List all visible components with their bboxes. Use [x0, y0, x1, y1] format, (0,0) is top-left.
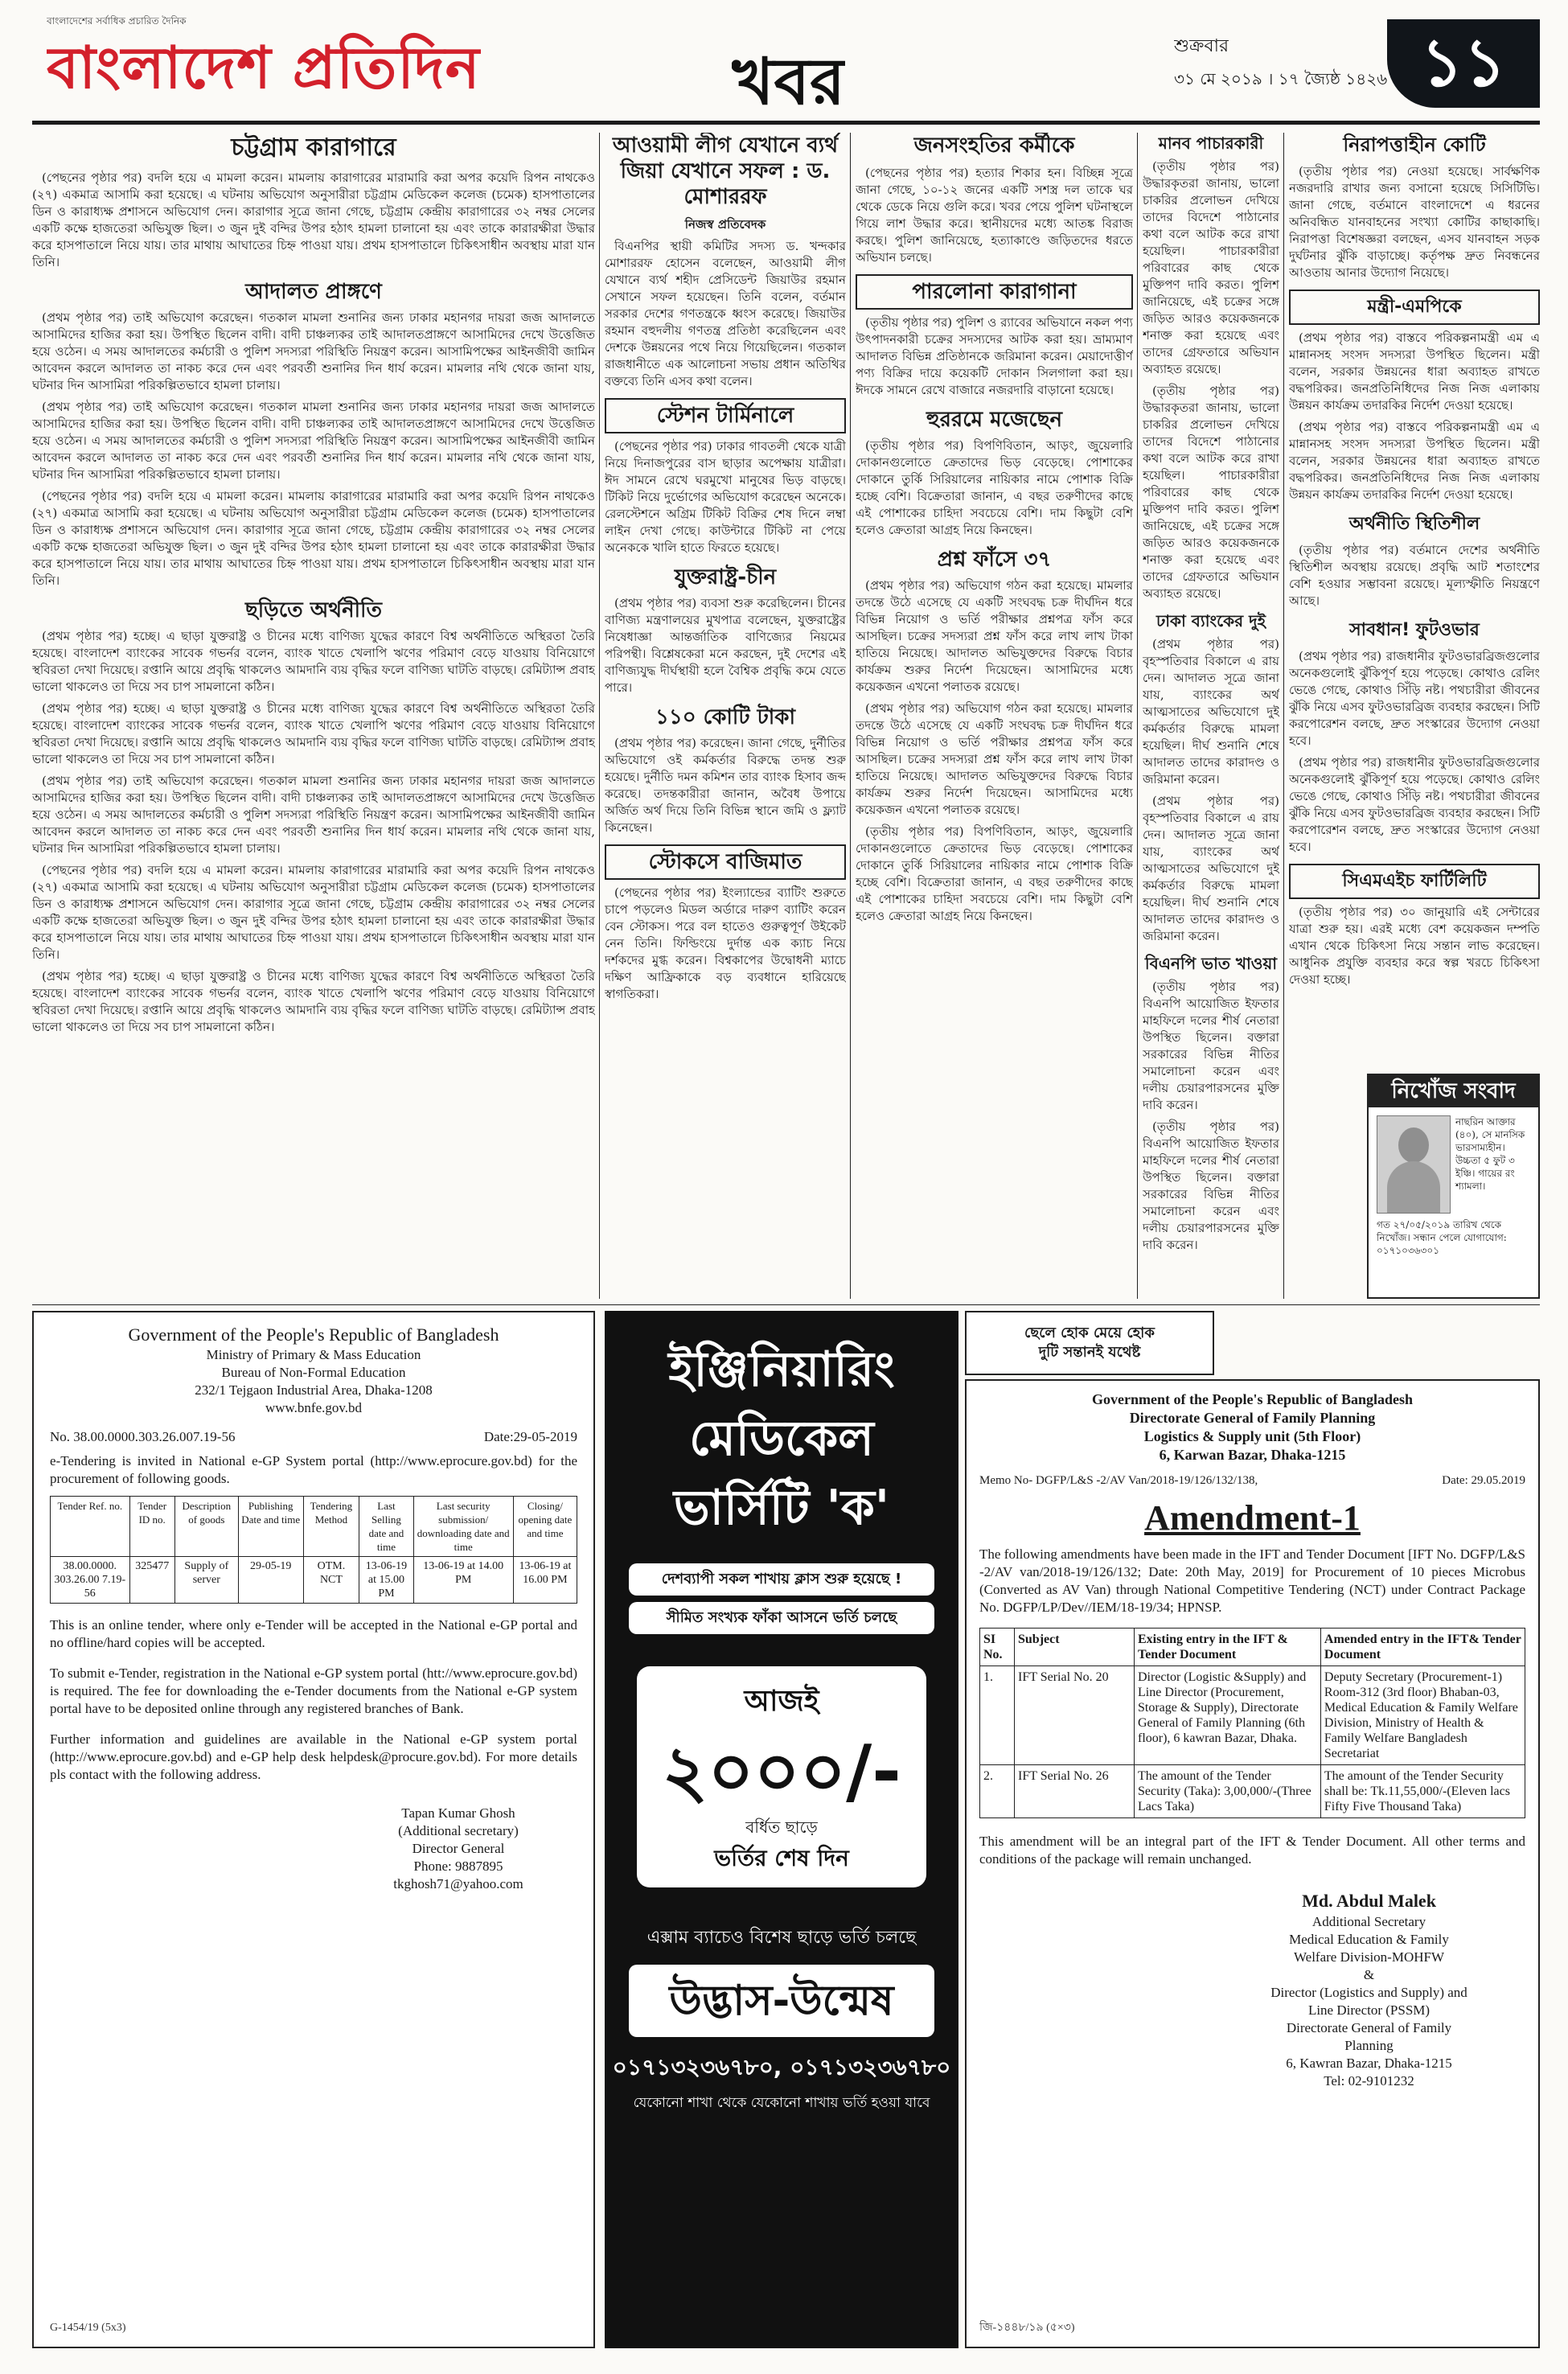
ad-classes-started: দেশব্যাপী সকল শাখায় ক্লাস শুরু হয়েছে !: [629, 1563, 934, 1596]
body-court-more: (পেছনের পৃষ্ঠার পর) বদলি হয়ে এ মামলা করেন। মামলায় কারাগারের মারামারি করা অপর কয়েদি রিপন নাথকেও (২৭) একমাত্র আসামি করা হয়েছে। এ ঘটনায় অভিযোগ অনুসারীরা চট্টগ্রাম মেডিকেল কলেজ (চমেক) হাসপাতালের ডিন ও কারাধ্যক্ষ প্রশাসনে অভিযোগ দেন। কারাগার সূত্রে জানা গেছে, চট্টগ্রাম কেন্দ্রীয় কারাগারের ৩২ নম্বর সেলের একটি কক্ষে হাজতেরা অভিযুক্ত ছিল। ৩ জুন দুই বন্দির উপর হঠাৎ হামলা চালানো হয় এবং তাকে কারারক্ষীরা উদ্ধার করে হাসপাতালে নিয়ে যায়। তার মাথায় আঘাতের চিহ্ন পাওয়া যায়। প্রথম হাসপাতালে চিকিৎসাধীন অবস্থায় মারা যান তিনি।: [32, 489, 595, 588]
amend-govt: Government of the People's Republic of Bangladesh: [1092, 1391, 1413, 1407]
body-caution: (প্রথম পৃষ্ঠার পর) রাজধানীর ফুটওভারব্রিজগুলোর অনেকগুলোই ঝুঁকিপূর্ণ হয়ে পড়েছে। কোথাও রেলিং ভেঙে গেছে, কোথাও সিঁড়ি নষ্ট। পথচারীরা জীবনের ঝুঁকি নিয়ে এসব ফুটওভারব্রিজ ব্যবহার করছেন। সিটি করপোরেশন বলছে, দ্রুত সংস্কারের উদ্যোগ নেওয়া হবে।: [1289, 649, 1540, 748]
amend-cell-existing: The amount of the Tender Security (Taka): 3,00,000/-(Three Lacs Taka): [1135, 1765, 1321, 1818]
headline-jail[interactable]: পারলোনা কারাগানা: [856, 274, 1133, 310]
body-stokes: (পেছনের পৃষ্ঠার পর) ইংল্যান্ডের ব্যাটিং শুরুতে চাপে পড়লেও মিডল অর্ডারে দারুণ ব্যাটিং করেন বেন স্টোকস। পরে বল হাতেও গুরুত্বপূর্ণ উইকেট নেন তিনি। ফিল্ডিংয়ে দুর্দান্ত এক ক্যাচ নিয়ে দর্শকদের মুগ্ধ করেন। বিশ্বকাপের উদ্বোধনী ম্যাচে দক্ষিণ আফ্রিকাকে বড় ব্যবধানে হারিয়েছে স্বাগতিকরা।: [605, 885, 846, 1001]
tender-sign-title-2: Director General: [412, 1841, 505, 1856]
tender-ministry: Ministry of Primary & Mass Education: [206, 1347, 421, 1362]
ad-discount: বর্ধিত ছাড়ে: [745, 1817, 818, 1837]
body-bnp: (তৃতীয় পৃষ্ঠার পর) বিএনপি আয়োজিত ইফতার মাহফিলে দলের শীর্ষ নেতারা উপস্থিত ছিলেন। বক্তারা সরকারের বিভিন্ন নীতির সমালোচনা করেন এবং দলীয় চেয়ারপারসনের মুক্তি দাবি করেন।: [1143, 980, 1279, 1112]
body-helpless: (তৃতীয় পৃষ্ঠার পর) নেওয়া হয়েছে। সার্বক্ষণিক নজরদারি রাখার জন্য বসানো হয়েছে সিসিটিভি। জানা গেছে, বর্তমানে বাংলাদেশে এ ধরনের অনিবন্ধিত যানবাহনের সংখ্যা কোটির কাছাকাছি। নিরাপত্তা বিশেষজ্ঞরা বলছেন, এসব যানবাহন সড়ক দুর্ঘটনার ঝুঁকি বাড়াচ্ছে। কর্তৃপক্ষ দ্রুত নিবন্ধনের আওতায় আনার উদ্যোগ নিয়েছে।: [1289, 164, 1540, 280]
body-minister-continued: (প্রথম পৃষ্ঠার পর) বাস্তবে পরিকল্পনামন্ত্রী এম এ মান্নানসহ সংসদ সদস্যরা উপস্থিত ছিলেন। মন্ত্রী বলেন, সরকার উন্নয়নের ধারা অব্যাহত রাখতে বদ্ধপরিকর। জনপ্রতিনিধিদের নিজ নিজ এলাকায় উন্নয়ন কার্যক্রম তদারকির নির্দেশ দেওয়া হয়েছে।: [1289, 420, 1540, 502]
headline-minister[interactable]: মন্ত্রী-এমপিকে: [1289, 290, 1540, 325]
tender-govt: Government of the People's Republic of Bangladesh: [128, 1325, 499, 1345]
tender-sign-name: Tapan Kumar Ghosh: [401, 1805, 515, 1821]
amend-col-amended: Amended entry in the IFT& Tender Document: [1320, 1629, 1525, 1666]
tender-col-security: Last security submission/ downloading date and time: [413, 1497, 513, 1557]
headline-economy-stable[interactable]: অর্থনীতি স্থিতিশীল: [1348, 514, 1480, 534]
missing-person-contact[interactable]: গত ২৭/০৫/২০১৯ তারিখ থেকে নিখোঁজ। সন্ধান পেলে যোগাযোগ: ০১৭১০৩৬৩০১: [1377, 1219, 1507, 1256]
amend-sign-name: Md. Abdul Malek: [1302, 1891, 1436, 1911]
table-row: [51, 1557, 577, 1604]
amend-signature: [1213, 1889, 1525, 2090]
column-divider: [599, 133, 600, 1299]
tender-table: [50, 1496, 577, 1604]
body-economy-end: (পেছনের পৃষ্ঠার পর) বদলি হয়ে এ মামলা করেন। মামলায় কারাগারের মারামারি করা অপর কয়েদি রিপন নাথকেও (২৭) একমাত্র আসামি করা হয়েছে। এ ঘটনায় অভিযোগ অনুসারীরা চট্টগ্রাম মেডিকেল কলেজ (চমেক) হাসপাতালের ডিন ও কারাধ্যক্ষ প্রশাসনে অভিযোগ দেন। কারাগার সূত্রে জানা গেছে, চট্টগ্রাম কেন্দ্রীয় কারাগারের ৩২ নম্বর সেলের একটি কক্ষে হাজতেরা অভিযুক্ত ছিল। ৩ জুন দুই বন্দির উপর হঠাৎ হামলা চালানো হয় এবং তাকে কারারক্ষীরা উদ্ধার করে হাসপাতালে নিয়ে যায়। তার মাথায় আঘাতের চিহ্ন পাওয়া যায়। প্রথম হাসপাতালে চিকিৎসাধীন অবস্থায় মারা যান তিনি।: [32, 863, 595, 962]
page-number: ১১: [1387, 19, 1540, 108]
tender-memo: No. 38.00.0000.303.26.007.19-56: [50, 1429, 236, 1444]
headline-cmh[interactable]: সিএমএইচ ফার্টিলিটি: [1289, 864, 1540, 899]
amend-cell-subject: IFT Serial No. 26: [1015, 1765, 1135, 1818]
tender-cell-publish: 29-05-19: [238, 1557, 303, 1604]
missing-notice-title: নিখোঁজ সংবাদ: [1369, 1075, 1538, 1107]
slogan-line-1: ছেলে হোক মেয়ে হোক: [1024, 1325, 1155, 1341]
weekday: শুক্রবার: [1174, 36, 1229, 56]
tender-sign-email[interactable]: tkghosh71@yahoo.com: [393, 1876, 523, 1891]
tender-col-selling: Last Selling date and time: [359, 1497, 413, 1557]
ad-last-day: ভর্তির শেষ দিন: [714, 1845, 849, 1871]
amend-sign-6: Line Director (PSSM): [1307, 2002, 1430, 2018]
table-row: [980, 1666, 1525, 1765]
tender-col-method: Tendering Method: [303, 1497, 359, 1557]
tender-cell-ref: 38.00.0000. 303.26.00 7.19-56: [51, 1557, 130, 1604]
amend-cell-amended: Deputy Secretary (Procurement-1) Room-312 (3rd floor) Bhaban-03, Medical Education & Family Welfare Division, Ministry of Health & Family Welfare Bangladesh Secretariat: [1320, 1666, 1525, 1765]
tender-signature: [339, 1805, 577, 1893]
body-economy: (প্রথম পৃষ্ঠার পর) হচ্ছে। এ ছাড়া যুক্তরাষ্ট্র ও চীনের মধ্যে বাণিজ্য যুদ্ধের কারণে বিশ্ব অর্থনীতিতে অস্থিরতা তৈরি হয়েছে। বাংলাদেশ ব্যাংকের সাবেক গভর্নর বলেন, ব্যাংক খাতে খেলাপি ঋণের পরিমাণ বেড়ে যাওয়ায় বিনিয়োগে স্থবিরতা দেখা দিয়েছে। রপ্তানি আয়ে প্রবৃদ্ধি থাকলেও আমদানি ব্যয় বৃদ্ধির ফলে বাণিজ্য ঘাটতি বাড়ছে। রেমিট্যান্স প্রবাহ ভালো থাকলেও তা দিয়ে সব চাপ সামলানো কঠিন।: [32, 629, 595, 694]
amend-note: This amendment will be an integral part of the IFT & Tender Document. All other terms and conditions of the package will remain unchanged.: [979, 1834, 1525, 1867]
column-divider: [1137, 133, 1138, 1299]
body-court-continued: (প্রথম পৃষ্ঠার পর) তাই অভিযোগ করেছেন। গতকাল মামলা শুনানির জন্য ঢাকার মহানগর দায়রা জজ আদালতে আসামিদের হাজির করা হয়। উপস্থিত ছিলেন বাদী। বাদী চাঞ্চল্যকর তাই আদালতপ্রাঙ্গণে আসামিদের দেখে উত্তেজিত হয়ে ওঠেন। এ সময় আদালতের কর্মচারী ও পুলিশ সদস্যরা পরিস্থিতি নিয়ন্ত্রণ করেন। আসামিপক্ষের আইনজীবী জামিন আবেদন করলে আদালত তা নাকচ করে দেন এবং পরবর্তী শুনানির দিন ধার্য করেন। মামলার নথি থেকে জানা যায়, ঘটনার দিন আসামিরা পরিকল্পিতভাবে হামলা চালায়।: [32, 400, 595, 482]
body-chattogram: (পেছনের পৃষ্ঠার পর) বদলি হয়ে এ মামলা করেন। মামলায় কারাগারের মারামারি করা অপর কয়েদি রিপন নাথকেও (২৭) একমাত্র আসামি করা হয়েছে। এ ঘটনায় অভিযোগ অনুসারীরা চট্টগ্রাম মেডিকেল কলেজ (চমেক) হাসপাতালের ডিন ও কারাধ্যক্ষ প্রশাসনে অভিযোগ দেন। কারাগার সূত্রে জানা গেছে, চট্টগ্রাম কেন্দ্রীয় কারাগারের ৩২ নম্বর সেলের একটি কক্ষে হাজতেরা অভিযুক্ত ছিল। ৩ জুন দুই বন্দির উপর হঠাৎ হামলা চালানো হয় এবং তাকে কারারক্ষীরা উদ্ধার করে হাসপাতালে নিয়ে যায়। তার মাথায় আঘাতের চিহ্ন পাওয়া যায়। প্রথম হাসপাতালে চিকিৎসাধীন অবস্থায় মারা যান তিনি।: [32, 170, 595, 269]
body-awami: বিএনপির স্থায়ী কমিটির সদস্য ড. খন্দকার মোশাররফ হোসেন বলেছেন, আওয়ামী লীগ যেখানে ব্যর্থ শহীদ প্রেসিডেন্ট জিয়াউর রহমান সেখানে সফল হয়েছেন। তিনি বলেন, বর্তমান সরকার দেশের গণতন্ত্রকে ধ্বংস করেছে। জিয়াউর রহমান বহুদলীয় গণতন্ত্র প্রতিষ্ঠা করেছিলেন এবং দেশকে উন্নয়নের পথে নিয়ে গিয়েছিলেন। গতকাল রাজধানীতে এক আলোচনা সভায় প্রধান অতিথির বক্তব্যে তিনি এসব কথা বলেন।: [605, 239, 846, 388]
amend-sign-10: Tel: 02-9101232: [1324, 2073, 1414, 2089]
issue-date: ৩১ মে ২০১৯ । ১৭ জ্যৈষ্ঠ ১৪২৬: [1174, 69, 1388, 88]
ad-line-varsity: ভার্সিটি 'ক': [673, 1480, 890, 1536]
body-horror: (তৃতীয় পৃষ্ঠার পর) বিপণিবিতান, আড়ং, জুয়েলারি দোকানগুলোতে ক্রেতাদের ভিড় বেড়েছে। পোশাকের দোকানে তুর্কি সিরিয়ালের নায়িকার নামে পোশাক বিক্রি হচ্ছে বেশি। বিক্রেতারা জানান, এ বছর তরুণীদের কাছে এই পোশাকের চাহিদা সবচেয়ে বেশি। দাম কিছুটা বেশি হলেও ক্রেতারা আগ্রহ নিয়ে কিনছেন।: [856, 438, 1133, 537]
headline-caution[interactable]: সাবধান! ফুটওভার: [1349, 620, 1480, 640]
tender-cell-selling: 13-06-19 at 15.00 PM: [359, 1557, 413, 1604]
headline-bnp[interactable]: বিএনপি ভাত খাওয়া: [1144, 954, 1278, 973]
tender-address: 232/1 Tejgaon Industrial Area, Dhaka-1208: [195, 1382, 433, 1398]
body-crowd: (পেছনের পৃষ্ঠার পর) হত্যার শিকার হন। বিচ্ছিন্ন সূত্রে জানা গেছে, ১০-১২ জনের একটি সশস্ত্র দল তাকে ঘর থেকে ডেকে নিয়ে গুলি করে। খবর পেয়ে পুলিশ ঘটনাস্থলে গিয়ে লাশ উদ্ধার করে। স্থানীয়দের মধ্যে আতঙ্ক বিরাজ করছে। পুলিশ জানিয়েছে, হত্যাকাণ্ডে জড়িতদের ধরতে অভিযান চলছে।: [856, 166, 1133, 265]
body-station: (পেছনের পৃষ্ঠার পর) ঢাকার গাবতলী থেকে যাত্রী নিয়ে দিনাজপুরের বাস ছাড়ার অপেক্ষায় যাত্রীরা। ঈদ সামনে রেখে ঘরমুখো মানুষের ভিড় বাড়ছে। টিকিট নিয়ে দুর্ভোগের অভিযোগ করেছেন অনেকে। রেলস্টেশনে অগ্রিম টিকিট বিক্রির শেষ দিনে লম্বা লাইন দেখা গেছে। কাউন্টারে টিকিট না পেয়ে অনেককে খালি হাতে ফিরতে হয়েছে।: [605, 439, 846, 555]
headline-dhaka-bank[interactable]: ঢাকা ব্যাংকের দুই: [1155, 611, 1266, 630]
body-caution-continued: (প্রথম পৃষ্ঠার পর) রাজধানীর ফুটওভারব্রিজগুলোর অনেকগুলোই ঝুঁকিপূর্ণ হয়ে পড়েছে। কোথাও রেলিং ভেঙে গেছে, কোথাও সিঁড়ি নষ্ট। পথচারীরা জীবনের ঝুঁকি নিয়ে এসব ফুটওভারব্রিজ ব্যবহার করছেন। সিটি করপোরেশন বলছে, দ্রুত সংস্কারের উদ্যোগ নেওয়া হবে।: [1289, 755, 1540, 854]
headline-horror[interactable]: হুররমে মজেছেন: [926, 408, 1062, 432]
body-economy-continued: (প্রথম পৃষ্ঠার পর) হচ্ছে। এ ছাড়া যুক্তরাষ্ট্র ও চীনের মধ্যে বাণিজ্য যুদ্ধের কারণে বিশ্ব অর্থনীতিতে অস্থিরতা তৈরি হয়েছে। বাংলাদেশ ব্যাংকের সাবেক গভর্নর বলেন, ব্যাংক খাতে খেলাপি ঋণের পরিমাণ বেড়ে যাওয়ায় বিনিয়োগে স্থবিরতা দেখা দিয়েছে। রপ্তানি আয়ে প্রবৃদ্ধি থাকলেও আমদানি ব্যয় বৃদ্ধির ফলে বাণিজ্য ঘাটতি বাড়ছে। রেমিট্যান্স প্রবাহ ভালো থাকলেও তা দিয়ে সব চাপ সামলানো কঠিন।: [32, 701, 595, 766]
amend-sign-9: 6, Kawran Bazar, Dhaka-1215: [1286, 2056, 1452, 2071]
amend-sign-1: Additional Secretary: [1311, 1914, 1426, 1929]
body-question-more: (তৃতীয় পৃষ্ঠার পর) বিপণিবিতান, আড়ং, জুয়েলারি দোকানগুলোতে ক্রেতাদের ভিড় বেড়েছে। পোশাকের দোকানে তুর্কি সিরিয়ালের নায়িকার নামে পোশাক বিক্রি হচ্ছে বেশি। বিক্রেতারা জানান, এ বছর তরুণীদের কাছে এই পোশাকের চাহিদা সবচেয়ে বেশি। দাম কিছুটা বেশি হলেও ক্রেতারা আগ্রহ নিয়ে কিনছেন।: [856, 824, 1133, 923]
missing-person-photo: [1377, 1115, 1451, 1214]
body-economy-tail: (প্রথম পৃষ্ঠার পর) হচ্ছে। এ ছাড়া যুক্তরাষ্ট্র ও চীনের মধ্যে বাণিজ্য যুদ্ধের কারণে বিশ্ব অর্থনীতিতে অস্থিরতা তৈরি হয়েছে। বাংলাদেশ ব্যাংকের সাবেক গভর্নর বলেন, ব্যাংক খাতে খেলাপি ঋণের পরিমাণ বেড়ে যাওয়ায় বিনিয়োগে স্থবিরতা দেখা দিয়েছে। রপ্তানি আয়ে প্রবৃদ্ধি থাকলেও আমদানি ব্যয় বৃদ্ধির ফলে বাণিজ্য ঘাটতি বাড়ছে। রেমিট্যান্স প্রবাহ ভালো থাকলেও তা দিয়ে সব চাপ সামলানো কঠিন।: [32, 969, 595, 1034]
article-column-right: [1289, 133, 1540, 1070]
ad-exam-batch: এক্সাম ব্যাচেও বিশেষ ছাড়ে ভর্তি চলছে: [646, 1928, 917, 1948]
tender-cell-method: OTM. NCT: [303, 1557, 359, 1604]
tender-sign-title-1: (Additional secretary): [398, 1823, 519, 1838]
masthead: [0, 0, 1568, 129]
headline-question[interactable]: প্রশ্ন ফাঁসে ৩৭: [937, 548, 1052, 572]
body-bnp-continued: (তৃতীয় পৃষ্ঠার পর) বিএনপি আয়োজিত ইফতার মাহফিলে দলের শীর্ষ নেতারা উপস্থিত ছিলেন। বক্তারা সরকারের বিভিন্ন নীতির সমালোচনা করেন এবং দলীয় চেয়ারপারসনের মুক্তি দাবি করেন।: [1143, 1119, 1279, 1252]
body-economy-stable: (তৃতীয় পৃষ্ঠার পর) বর্তমানে দেশের অর্থনীতি স্থিতিশীল অবস্থায় রয়েছে। প্রবৃদ্ধি আট শতাংশের বেশি হওয়ার সম্ভাবনা রয়েছে। মূল্যস্ফীতি নিয়ন্ত্রণে আছে।: [1289, 543, 1540, 608]
amend-sign-8: Planning: [1344, 2038, 1394, 2053]
headline-stokes[interactable]: স্টোকসে বাজিমাত: [605, 844, 846, 880]
body-human-continued: (তৃতীয় পৃষ্ঠার পর) উদ্ধারকৃতরা জানায়, ভালো চাকরির প্রলোভন দেখিয়ে তাদের বিদেশে পাঠানোর কথা বলে আটক করে রাখা হয়েছিল। পাচারকারীরা পরিবারের কাছ থেকে মুক্তিপণ দাবি করত। পুলিশ জানিয়েছে, এই চক্রের সঙ্গে জড়িত আরও কয়েকজনকে শনাক্ত করা হয়েছে এবং তাদের গ্রেফতারে অভিযান অব্যাহত রয়েছে।: [1143, 384, 1279, 601]
tender-cell-id: 325477: [129, 1557, 174, 1604]
ad-offer-box: [637, 1666, 926, 1887]
ad-seats-available: সীমিত সংখ্যক ফাঁকা আসনে ভর্তি চলছে: [629, 1602, 934, 1634]
ad-line-engineering: ইঞ্জিনিয়ারিং: [668, 1341, 895, 1398]
amend-cell-sl: 1.: [980, 1666, 1015, 1765]
tender-note-1: This is an online tender, where only e-Tender will be accepted in the National e-GP portal and no offline/hard copies will be accepted.: [50, 1617, 577, 1650]
tender-col-id: Tender ID no.: [129, 1497, 174, 1557]
amend-unit: Logistics & Supply unit (5th Floor): [1143, 1428, 1361, 1444]
body-dhaka-bank-continued: (প্রথম পৃষ্ঠার পর) বৃহস্পতিবার বিকালে এ রায় দেন। আদালত সূত্রে জানা যায়, ব্যাংকের অর্থ আত্মসাতের অভিযোগে দুই কর্মকর্তার বিরুদ্ধে মামলা হয়েছিল। দীর্ঘ শুনানি শেষে আদালত তাদের কারাদণ্ড ও জরিমানা করেন।: [1143, 794, 1279, 943]
amend-sign-7: Directorate General of Family: [1286, 2020, 1452, 2035]
ad-brand[interactable]: উদ্ভাস-উন্মেষ: [629, 1965, 934, 2037]
amend-cell-amended: The amount of the Tender Security shall be: Tk.11,55,000/-(Eleven lacs Fifty Five Thousand Taka): [1320, 1765, 1525, 1818]
article-column-center-left: [605, 133, 846, 1299]
coaching-ad: [605, 1311, 958, 2348]
tender-cell-closing: 13-06-19 at 16.00 PM: [513, 1557, 577, 1604]
column-divider: [1283, 133, 1284, 1299]
tender-col-closing: Closing/ opening date and time: [513, 1497, 577, 1557]
amend-col-subject: Subject: [1015, 1629, 1135, 1666]
amend-address: 6, Karwan Bazar, Dhaka-1215: [1159, 1447, 1346, 1463]
body-cmh: (তৃতীয় পৃষ্ঠার পর) ৩০ জানুয়ারি এই সেন্টারের যাত্রা শুরু হয়। এরই মধ্যে বেশ কয়েকজন দম্পতি এখান থেকে চিকিৎসা নিয়ে সন্তান লাভ করেছেন। আধুনিক প্রযুক্তি ব্যবহার করে স্বল্প খরচে চিকিৎসা দেওয়া হচ্ছে।: [1289, 905, 1540, 987]
amend-intro: The following amendments have been made in the IFT and Tender Document [IFT No. DGFP/L&S -2/AV van/2018-19/126/132; Date: 20th May, 2019] for Procurement of 10 pieces Microbus (Converted as AV Van) through National Competitive Tendering (NCT) under Contract Package No. DGFP/LP/Dev//IEM/18-19/34; HPNSP.: [979, 1546, 1525, 1615]
ad-branch-note: যেকোনো শাখা থেকে যেকোনো শাখায় ভর্তি হওয়া যাবে: [633, 2095, 930, 2111]
masthead-rule: [32, 121, 1540, 125]
headline-economy[interactable]: ছড়িতে অর্থনীতি: [244, 598, 383, 622]
amend-table-header: [980, 1629, 1525, 1666]
body-minister: (প্রথম পৃষ্ঠার পর) বাস্তবে পরিকল্পনামন্ত্রী এম এ মান্নানসহ সংসদ সদস্যরা উপস্থিত ছিলেন। মন্ত্রী বলেন, সরকার উন্নয়নের ধারা অব্যাহত রাখতে বদ্ধপরিকর। জনপ্রতিনিধিদের নিজ নিজ এলাকায় উন্নয়ন কার্যক্রম তদারকির নির্দেশ দেওয়া হয়েছে।: [1289, 331, 1540, 413]
amend-title: Amendment-1: [1144, 1498, 1361, 1538]
amend-cell-sl: 2.: [980, 1765, 1015, 1818]
amend-memo: Memo No- DGFP/L&S -2/AV Van/2018-19/126/132/138,: [979, 1474, 1258, 1487]
logo-tagline: বাংলাদেশের সর্বাধিক প্রচারিত দৈনিক: [47, 15, 187, 27]
amend-sign-4: &: [1363, 1967, 1375, 1982]
tender-notice-ad: [32, 1311, 595, 2348]
body-human: (তৃতীয় পৃষ্ঠার পর) উদ্ধারকৃতরা জানায়, ভালো চাকরির প্রলোভন দেখিয়ে তাদের বিদেশে পাঠানোর কথা বলে আটক করে রাখা হয়েছিল। পাচারকারীরা পরিবারের কাছ থেকে মুক্তিপণ দাবি করত। পুলিশ জানিয়েছে, এই চক্রের সঙ্গে জড়িত আরও কয়েকজনকে শনাক্ত করা হয়েছে এবং তাদের গ্রেফতারে অভিযান অব্যাহত রয়েছে।: [1143, 159, 1279, 376]
newspaper-logo[interactable]: বাংলাদেশ প্রতিদিন: [47, 34, 481, 101]
section-divider: [32, 1304, 1540, 1305]
ad-line-medical: মেডিকেল: [689, 1411, 874, 1467]
tender-bureau: Bureau of Non-Formal Education: [221, 1365, 406, 1380]
table-row: [980, 1765, 1525, 1818]
amend-col-existing: Existing entry in the IFT & Tender Document: [1135, 1629, 1321, 1666]
amend-ad-code: জি-১৪৪৮/১৯ (৫×৩): [979, 2322, 1075, 2334]
amend-cell-subject: IFT Serial No. 20: [1015, 1666, 1135, 1765]
amend-date: Date: 29.05.2019: [1442, 1474, 1525, 1487]
amend-cell-existing: Director (Logistic &Supply) and Line Director (Procurement, Storage & Supply), Directorate General of Family Planning (6th floor), 6 kawran Bazar, Dhaka.: [1135, 1666, 1321, 1765]
body-economy-more: (প্রথম পৃষ্ঠার পর) তাই অভিযোগ করেছেন। গতকাল মামলা শুনানির জন্য ঢাকার মহানগর দায়রা জজ আদালতে আসামিদের হাজির করা হয়। উপস্থিত ছিলেন বাদী। বাদী চাঞ্চল্যকর তাই আদালতপ্রাঙ্গণে আসামিদের দেখে উত্তেজিত হয়ে ওঠেন। এ সময় আদালতের কর্মচারী ও পুলিশ সদস্যরা পরিস্থিতি নিয়ন্ত্রণ করেন। আসামিপক্ষের আইনজীবী জামিন আবেদন করলে আদালত তা নাকচ করে দেন এবং পরবর্তী শুনানির দিন ধার্য করেন। মামলার নথি থেকে জানা যায়, ঘটনার দিন আসামিরা পরিকল্পিতভাবে হামলা চালায়।: [32, 774, 595, 856]
body-question-continued: (প্রথম পৃষ্ঠার পর) অভিযোগ গঠন করা হয়েছে। মামলার তদন্তে উঠে এসেছে যে একটি সংঘবদ্ধ চক্র দীর্ঘদিন ধরে বিভিন্ন নিয়োগ ও ভর্তি পরীক্ষার প্রশ্নপত্র ফাঁস করে আসছিল। চক্রের সদস্যরা প্রশ্ন ফাঁস করে লাখ লাখ টাকা হাতিয়ে নিয়েছে। আদালত অভিযুক্তদের বিরুদ্ধে বিচার কার্যক্রম শুরুর নির্দেশ দিয়েছেন। আসামিদের মধ্যে কয়েকজন এখনো পলাতক রয়েছে।: [856, 701, 1133, 817]
body-question: (প্রথম পৃষ্ঠার পর) অভিযোগ গঠন করা হয়েছে। মামলার তদন্তে উঠে এসেছে যে একটি সংঘবদ্ধ চক্র দীর্ঘদিন ধরে বিভিন্ন নিয়োগ ও ভর্তি পরীক্ষার প্রশ্নপত্র ফাঁস করে আসছিল। চক্রের সদস্যরা প্রশ্ন ফাঁস করে লাখ লাখ টাকা হাতিয়ে নিয়েছে। আদালত অভিযুক্তদের বিরুদ্ধে বিচার কার্যক্রম শুরুর নির্দেশ দিয়েছেন। আসামিদের মধ্যে কয়েকজন এখনো পলাতক রয়েছে।: [856, 578, 1133, 694]
headline-helpless[interactable]: নিরাপত্তাহীন কোটি: [1343, 133, 1486, 156]
body-jail: (তৃতীয় পৃষ্ঠার পর) পুলিশ ও র‍্যাবের অভিযানে নকল পণ্য উৎপাদনকারী চক্রের সদস্যদের আটক করা হয়। ভ্রাম্যমাণ আদালত বিভিন্ন প্রতিষ্ঠানকে জরিমানা করেন। মেয়াদোত্তীর্ণ পণ্য বিক্রির দায়ে কয়েকটি দোকান সিলগালা করা হয়। ঈদকে সামনে রেখে বাজারে নজরদারি বাড়ানো হয়েছে।: [856, 315, 1133, 397]
amend-sign-3: Welfare Division-MOHFW: [1293, 1949, 1444, 1965]
ad-today: আজই: [744, 1685, 819, 1718]
tender-intro: e-Tendering is invited in National e-GP System portal (http://www.eprocure.gov.bd) for the procurement of following goods.: [50, 1453, 577, 1486]
article-column-left: [32, 133, 595, 1299]
slogan-line-2: দুটি সন্তানই যথেষ্ট: [1038, 1344, 1141, 1361]
amend-table: [979, 1628, 1525, 1818]
body-dhaka-bank: (প্রথম পৃষ্ঠার পর) বৃহস্পতিবার বিকালে এ রায় দেন। আদালত সূত্রে জানা যায়, ব্যাংকের অর্থ আত্মসাতের অভিযোগে দুই কর্মকর্তার বিরুদ্ধে মামলা হয়েছিল। দীর্ঘ শুনানি শেষে আদালত তাদের কারাদণ্ড ও জরিমানা করেন।: [1143, 637, 1279, 787]
ad-amount: ২০০০/-: [662, 1730, 901, 1813]
tender-cell-security: 13-06-19 at 14.00 PM: [413, 1557, 513, 1604]
tender-col-publish: Publishing Date and time: [238, 1497, 303, 1557]
family-planning-slogan: [965, 1311, 1214, 1375]
amend-memo-row: [979, 1474, 1525, 1488]
article-column-center: [856, 133, 1133, 1299]
headline-chattogram[interactable]: চট্টগ্রাম কারাগারে: [231, 133, 396, 162]
ad-phones[interactable]: ০১৭১৩২৩৬৭৮০, ০১৭১৩২৩৬৭৮০: [612, 2054, 951, 2080]
body-110-crore: (প্রথম পৃষ্ঠার পর) করেছেন। জানা গেছে, দুর্নীতির অভিযোগে ওই কর্মকর্তার বিরুদ্ধে তদন্ত শুরু হয়েছে। দুর্নীতি দমন কমিশন তার ব্যাংক হিসাব জব্দ করেছে। তদন্তকারীরা জানান, অবৈধ উপায়ে অর্জিত অর্থ দিয়ে তিনি বিভিন্ন স্থানে জমি ও ফ্ল্যাট কিনেছেন।: [605, 736, 846, 835]
tender-table-header: [51, 1497, 577, 1557]
body-court: (প্রথম পৃষ্ঠার পর) তাই অভিযোগ করেছেন। গতকাল মামলা শুনানির জন্য ঢাকার মহানগর দায়রা জজ আদালতে আসামিদের হাজির করা হয়। উপস্থিত ছিলেন বাদী। বাদী চাঞ্চল্যকর তাই আদালতপ্রাঙ্গণে আসামিদের দেখে উত্তেজিত হয়ে ওঠেন। এ সময় আদালতের কর্মচারী ও পুলিশ সদস্যরা পরিস্থিতি নিয়ন্ত্রণ করেন। আসামিপক্ষের আইনজীবী জামিন আবেদন করলে আদালত তা নাকচ করে দেন এবং পরবর্তী শুনানির দিন ধার্য করেন। মামলার নথি থেকে জানা যায়, ঘটনার দিন আসামিরা পরিকল্পিতভাবে হামলা চালায়।: [32, 310, 595, 392]
headline-awami[interactable]: আওয়ামী লীগ যেখানে ব্যর্থ জিয়া যেখানে সফল : ড. মোশাররফ: [612, 133, 839, 209]
tender-col-ref: Tender Ref. no.: [51, 1497, 130, 1557]
amend-sign-2: Medical Education & Family: [1289, 1932, 1449, 1947]
amend-sign-5: Director (Logistics and Supply) and: [1270, 1985, 1467, 2000]
missing-person-notice: [1367, 1074, 1540, 1299]
headline-court[interactable]: আদালত প্রাঙ্গণে: [245, 280, 382, 304]
amend-col-sl: SI No.: [980, 1629, 1015, 1666]
headline-110-crore[interactable]: ১১০ কোটি টাকা: [655, 705, 796, 729]
body-us-china: (প্রথম পৃষ্ঠার পর) ব্যবসা শুরু করেছিলেন। চীনের বাণিজ্য মন্ত্রণালয়ের মুখপাত্র বলেছেন, যুক্তরাষ্ট্রের নিষেধাজ্ঞা আন্তর্জাতিক বাণিজ্যের নিয়মের পরিপন্থী। বিশ্লেষকেরা মনে করছেন, দুই দেশের এই বাণিজ্যযুদ্ধ দীর্ঘস্থায়ী হলে বৈশ্বিক প্রবৃদ্ধি কমে যেতে পারে।: [605, 596, 846, 695]
headline-station[interactable]: স্টেশন টার্মিনালে: [605, 398, 846, 433]
tender-note-2: To submit e-Tender, registration in the National e-GP system portal (htt://www.eprocure.gov.bd) is required. The fee for downloading the e-Tender documents from the National e-GP system portal have to be deposited online through any registered branches of Bank.: [50, 1665, 577, 1716]
headline-human[interactable]: মানব পাচারকারী: [1158, 133, 1264, 153]
tender-sign-phone: Phone: 9887895: [413, 1859, 503, 1874]
tender-note-3: Further information and guidelines are available in the National e-GP system portal (http://www.eprocure.gov.bd) and e-GP help desk helpdesk@procure.gov.bd). For more details pls contact with the following address.: [50, 1731, 577, 1782]
missing-person-description: নাছরিন আক্তার (৪০), সে মানসিক ভারসাম্যহীন। উচ্চতা ৫ ফুট ৩ ইঞ্চি। গায়ের রং শ্যামলা।: [1455, 1116, 1525, 1192]
section-title: খবর: [732, 44, 846, 119]
tender-ad-code: G-1454/19 (5x3): [50, 2322, 126, 2334]
tender-cell-desc: Supply of server: [174, 1557, 238, 1604]
byline-awami: নিজস্ব প্রতিবেদক: [684, 217, 766, 232]
column-divider: [850, 133, 851, 1299]
tender-col-desc: Description of goods: [174, 1497, 238, 1557]
tender-website-link[interactable]: www.bnfe.gov.bd: [265, 1400, 363, 1415]
headline-crowd[interactable]: জনসংহতির কর্মীকে: [913, 133, 1075, 158]
article-column-center-right: [1143, 133, 1279, 1299]
amend-dept: Directorate General of Family Planning: [1129, 1410, 1376, 1426]
amendment-notice-ad: [965, 1379, 1540, 2348]
tender-date: Date:29-05-2019: [483, 1429, 577, 1444]
headline-us-china[interactable]: যুক্তরাষ্ট্র-চীন: [674, 565, 777, 589]
